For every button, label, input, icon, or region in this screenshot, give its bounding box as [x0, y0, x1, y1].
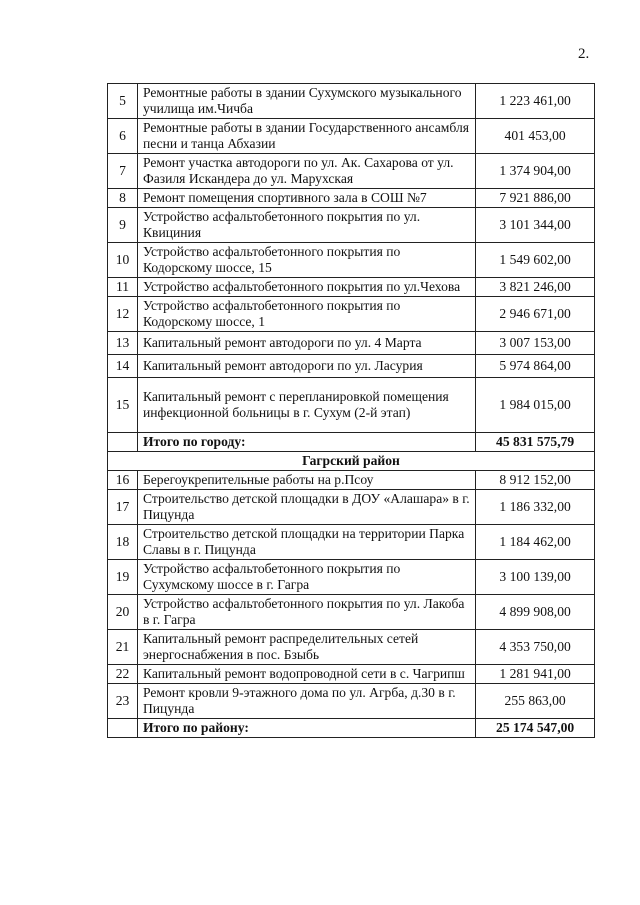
- row-number: 11: [108, 278, 138, 297]
- table-row: [108, 154, 595, 189]
- city-total-section: [108, 433, 595, 471]
- row-number: 15: [108, 378, 138, 433]
- row-number: 13: [108, 332, 138, 355]
- row-number: 12: [108, 297, 138, 332]
- total-num-cell: [108, 433, 138, 452]
- row-description: Устройство асфальтобетонного покрытия по ул.Чехова: [137, 278, 475, 297]
- table-row: [108, 684, 595, 719]
- city-rows: [108, 84, 595, 433]
- row-description: Ремонт помещения спортивного зала в СОШ №7: [137, 189, 475, 208]
- row-description: Капитальный ремонт автодороги по ул. 4 Марта: [137, 332, 475, 355]
- row-description: Устройство асфальтобетонного покрытия по Кодорскому шоссе, 1: [137, 297, 475, 332]
- row-number: 18: [108, 525, 138, 560]
- row-amount: 5 974 864,00: [476, 355, 595, 378]
- district-total-label: Итого по району:: [137, 719, 475, 738]
- row-amount: 1 549 602,00: [476, 243, 595, 278]
- table-row: [108, 595, 595, 630]
- row-description: Капитальный ремонт с перепланировкой помещения инфекционной больницы в г. Сухум (2-й этап): [137, 378, 475, 433]
- row-amount: 2 946 671,00: [476, 297, 595, 332]
- city-total-amount: 45 831 575,79: [476, 433, 595, 452]
- table-row: [108, 297, 595, 332]
- district-total-amount: 25 174 547,00: [476, 719, 595, 738]
- table-row: [108, 630, 595, 665]
- row-description: Берегоукрепительные работы на р.Псоу: [137, 471, 475, 490]
- row-number: 17: [108, 490, 138, 525]
- row-number: 7: [108, 154, 138, 189]
- row-number: 6: [108, 119, 138, 154]
- row-amount: 1 374 904,00: [476, 154, 595, 189]
- table-row: [108, 278, 595, 297]
- row-description: Устройство асфальтобетонного покрытия по Кодорскому шоссе, 15: [137, 243, 475, 278]
- row-number: 10: [108, 243, 138, 278]
- table-row: [108, 189, 595, 208]
- row-description: Строительство детской площадки на территории Парка Славы в г. Пицунда: [137, 525, 475, 560]
- table-row: [108, 525, 595, 560]
- row-number: 23: [108, 684, 138, 719]
- table-row: [108, 119, 595, 154]
- table-row: [108, 471, 595, 490]
- row-amount: 7 921 886,00: [476, 189, 595, 208]
- row-description: Ремонт участка автодороги по ул. Ак. Сахарова от ул. Фазиля Искандера до ул. Марухская: [137, 154, 475, 189]
- row-description: Строительство детской площадки в ДОУ «Алашара» в г. Пицунда: [137, 490, 475, 525]
- row-amount: 3 007 153,00: [476, 332, 595, 355]
- row-amount: 1 223 461,00: [476, 84, 595, 119]
- row-number: 8: [108, 189, 138, 208]
- row-number: 21: [108, 630, 138, 665]
- budget-table: [107, 83, 595, 738]
- row-description: Капитальный ремонт автодороги по ул. Ласурия: [137, 355, 475, 378]
- row-amount: 4 353 750,00: [476, 630, 595, 665]
- district-total-row: [108, 719, 595, 738]
- row-description: Устройство асфальтобетонного покрытия по Сухумскому шоссе в г. Гагра: [137, 560, 475, 595]
- row-amount: 8 912 152,00: [476, 471, 595, 490]
- row-description: Ремонтные работы в здании Сухумского музыкального училища им.Чичба: [137, 84, 475, 119]
- table-row: [108, 332, 595, 355]
- row-number: 22: [108, 665, 138, 684]
- row-amount: 4 899 908,00: [476, 595, 595, 630]
- row-description: Ремонт кровли 9-этажного дома по ул. Агрба, д.30 в г. Пицунда: [137, 684, 475, 719]
- row-number: 14: [108, 355, 138, 378]
- table-row: [108, 378, 595, 433]
- row-description: Устройство асфальтобетонного покрытия по ул. Квициния: [137, 208, 475, 243]
- table-row: [108, 208, 595, 243]
- table-row: [108, 560, 595, 595]
- section-title: Гагрский район: [108, 452, 595, 471]
- table-row: [108, 355, 595, 378]
- table-row: [108, 84, 595, 119]
- row-amount: 3 100 139,00: [476, 560, 595, 595]
- row-amount: 1 281 941,00: [476, 665, 595, 684]
- row-amount: 1 186 332,00: [476, 490, 595, 525]
- row-amount: 1 984 015,00: [476, 378, 595, 433]
- row-number: 16: [108, 471, 138, 490]
- table-row: [108, 490, 595, 525]
- city-total-label: Итого по городу:: [137, 433, 475, 452]
- row-description: Капитальный ремонт водопроводной сети в с. Чагрипш: [137, 665, 475, 684]
- row-description: Капитальный ремонт распределительных сетей энергоснабжения в пос. Бзыбь: [137, 630, 475, 665]
- table-row: [108, 243, 595, 278]
- district-rows: [108, 471, 595, 719]
- section-header-row: [108, 452, 595, 471]
- row-amount: 255 863,00: [476, 684, 595, 719]
- row-number: 9: [108, 208, 138, 243]
- row-number: 20: [108, 595, 138, 630]
- row-number: 5: [108, 84, 138, 119]
- row-description: Ремонтные работы в здании Государственного ансамбля песни и танца Абхазии: [137, 119, 475, 154]
- row-number: 19: [108, 560, 138, 595]
- table-row: [108, 665, 595, 684]
- city-total-row: [108, 433, 595, 452]
- total-num-cell: [108, 719, 138, 738]
- row-amount: 3 821 246,00: [476, 278, 595, 297]
- page-number: 2.: [578, 46, 590, 62]
- row-amount: 1 184 462,00: [476, 525, 595, 560]
- row-amount: 3 101 344,00: [476, 208, 595, 243]
- district-total-section: [108, 719, 595, 738]
- row-amount: 401 453,00: [476, 119, 595, 154]
- row-description: Устройство асфальтобетонного покрытия по ул. Лакоба в г. Гагра: [137, 595, 475, 630]
